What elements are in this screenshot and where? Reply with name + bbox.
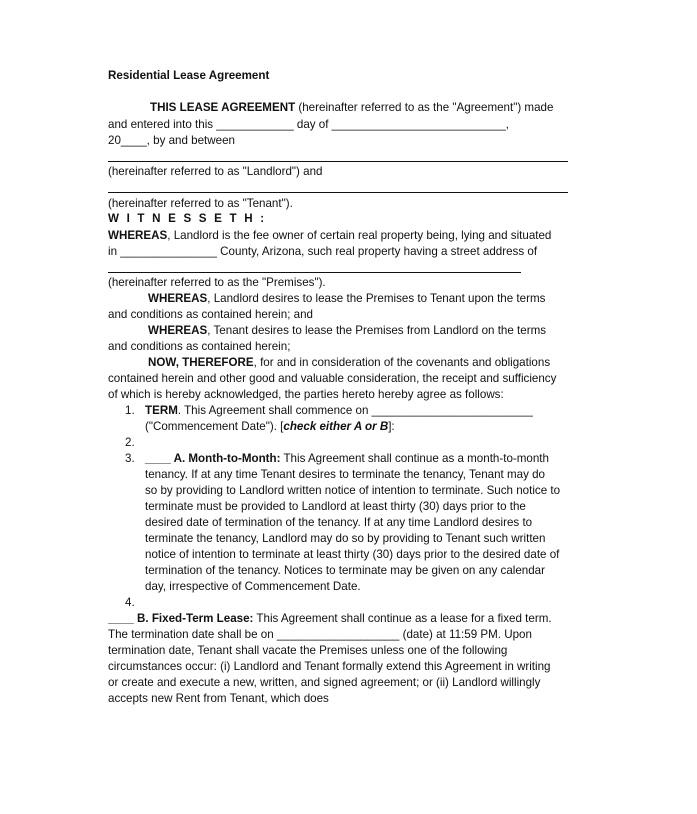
whereas-3-line-2: and conditions as contained herein; xyxy=(108,340,291,353)
month-to-month-rest: This Agreement shall continue as a month-to-month xyxy=(280,452,549,465)
month-to-month-line-1 xyxy=(145,452,549,466)
list-number-2: 2. xyxy=(125,436,135,449)
month-to-month-line: terminate must be provided to Landlord at least thirty (30) days prior to the xyxy=(145,500,526,513)
fixed-term-rest: This Agreement shall continue as a lease for a fixed term. xyxy=(253,612,552,625)
tenant-name-rule xyxy=(108,192,568,193)
now-therefore-line-3: of which is hereby acknowledged, the parties hereto hereby agree as follows: xyxy=(108,388,504,401)
list-number-3: 3. xyxy=(125,452,135,465)
tenant-label: (hereinafter referred to as "Tenant"). xyxy=(108,197,293,210)
whereas-2-bold: WHEREAS xyxy=(148,292,208,305)
term-line-2-c: ]: xyxy=(388,420,395,433)
whereas-3-bold: WHEREAS xyxy=(148,324,208,337)
intro-line-3: 20____, by and between xyxy=(108,134,235,147)
landlord-name-rule xyxy=(108,161,568,162)
fixed-term-line-1 xyxy=(108,612,552,626)
whereas-3-rest: , Tenant desires to lease the Premises from Landlord on the terms xyxy=(207,324,547,337)
month-to-month-bold: ____ A. Month-to-Month: xyxy=(145,452,281,465)
term-line-2 xyxy=(145,420,395,434)
list-number-4: 4. xyxy=(125,596,135,609)
intro-line-1 xyxy=(150,101,553,115)
premises-label: (hereinafter referred to as the "Premises"). xyxy=(108,276,326,289)
whereas-1-rest: , Landlord is the fee owner of certain real property being, lying and situated xyxy=(167,229,552,242)
now-therefore-line-2: contained herein and other good and valuable consideration, the receipt and sufficiency xyxy=(108,372,557,385)
now-therefore-rest: , for and in consideration of the covenants and obligations xyxy=(253,356,551,369)
month-to-month-line: desired date of termination of the tenancy. If at any time Landlord desires to xyxy=(145,516,533,529)
street-address-rule xyxy=(108,272,521,273)
witnesseth-heading: W I T N E S S E T H : xyxy=(108,212,267,225)
whereas-2-rest: , Landlord desires to lease the Premises to Tenant upon the terms xyxy=(207,292,546,305)
whereas-1-line-2: in _______________ County, Arizona, such real property having a street address of xyxy=(108,245,538,258)
month-to-month-line: day, irrespective of Commencement Date. xyxy=(145,580,361,593)
whereas-1-bold: WHEREAS xyxy=(108,229,168,242)
term-bold: TERM xyxy=(145,404,178,417)
month-to-month-line: termination of the tenancy. Notices to terminate may be given on any calendar xyxy=(145,564,545,577)
fixed-term-line: or create and execute a new, written, and signed agreement; or (ii) Landlord willingly xyxy=(108,676,541,689)
term-rest: . This Agreement shall commence on _________________________ xyxy=(177,404,533,417)
month-to-month-line: notice of intention to terminate at least thirty (30) days prior to the desired date of xyxy=(145,548,560,561)
landlord-label: (hereinafter referred to as "Landlord") and xyxy=(108,165,323,178)
intro-lead: THIS LEASE AGREEMENT xyxy=(150,101,296,114)
whereas-1-line-1 xyxy=(108,229,551,243)
whereas-3-line-1 xyxy=(148,324,546,338)
intro-line-2: and entered into this ____________ day of ___________________________, xyxy=(108,118,509,131)
whereas-2-line-2: and conditions as contained herein; and xyxy=(108,308,313,321)
fixed-term-line: The termination date shall be on ___________________ (date) at 11:59 PM. Upon xyxy=(108,628,532,641)
month-to-month-line: so by providing to Landlord written notice of intention to terminate. Such notice to xyxy=(145,484,561,497)
whereas-2-line-1 xyxy=(148,292,545,306)
list-number-1: 1. xyxy=(125,404,135,417)
term-line-2-b: check either A or B xyxy=(283,420,389,433)
month-to-month-line: terminate the tenancy, Landlord may do so by providing to Tenant such written xyxy=(145,532,546,545)
fixed-term-line: circumstances occur: (i) Landlord and Tenant formally extend this Agreement in writing xyxy=(108,660,551,673)
term-line-2-a: ("Commencement Date"). [ xyxy=(145,420,284,433)
document-title: Residential Lease Agreement xyxy=(108,69,270,82)
term-line-1 xyxy=(145,404,533,418)
fixed-term-line: accepts new Rent from Tenant, which does xyxy=(108,692,329,705)
month-to-month-line: tenancy. If at any time Tenant desires to terminate the tenancy, Tenant may do xyxy=(145,468,545,481)
fixed-term-line: termination date, Tenant shall vacate the Premises unless one of the following xyxy=(108,644,508,657)
now-therefore-line-1 xyxy=(148,356,550,370)
now-therefore-bold: NOW, THEREFORE xyxy=(148,356,254,369)
intro-lead-rest: (hereinafter referred to as the "Agreement") made xyxy=(295,101,554,114)
fixed-term-bold: ____ B. Fixed-Term Lease: xyxy=(108,612,254,625)
